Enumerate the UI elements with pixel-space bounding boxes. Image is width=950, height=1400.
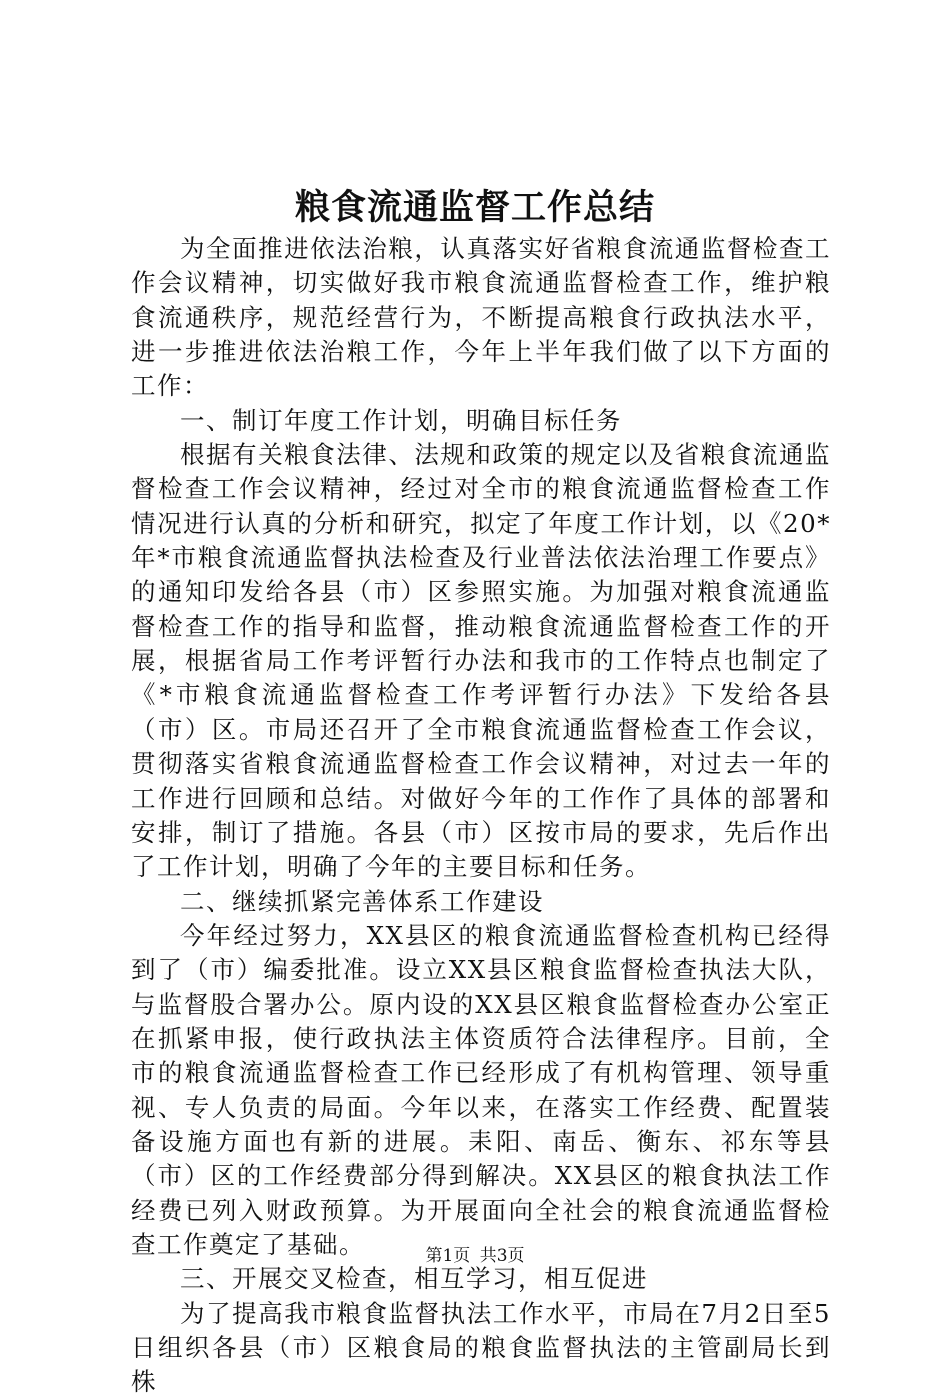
section-heading-1: 一、制订年度工作计划，明确目标任务: [180, 405, 622, 435]
section-paragraph-2: 今年经过努力，XX县区的粮食流通监督检查机构已经得到了（市）编委批准。设立XX县区粮食监督检查执法大队，与监督股合署办公。原内设的XX县区粮食监督检查办公室正在抓紧申报，使行政执法主体资质符合法律程序。目前，全市的粮食流通监督检查工作已经形成了有机构管理、领导重视、专人负责的局面。今年以来，在落实工作经费、配置装备设施方面也有新的进展。耒阳、南岳、衡东、祁东等县（市）区的工作经费部分得到解决。XX县区的粮食执法工作经费已列入财政预算。为开展面向全社会的粮食流通监督检查工作奠定了基础。: [131, 920, 831, 1259]
section-heading-3: 三、开展交叉检查，相互学习，相互促进: [180, 1264, 648, 1294]
page-total: 共3页: [479, 1246, 525, 1266]
document-title: 粮食流通监督工作总结: [294, 187, 655, 228]
page-number: 第1页: [425, 1246, 471, 1266]
page-footer: [0, 1244, 950, 1268]
section-paragraph-3: 为了提高我市粮食监督执法工作水平，市局在7月2日至5日组织各县（市）区粮食局的粮食监督执法的主管副局长到株: [131, 1298, 831, 1397]
section-paragraph-1: 根据有关粮食法律、法规和政策的规定以及省粮食流通监督检查工作会议精神，经过对全市的粮食流通监督检查工作情况进行认真的分析和研究，拟定了年度工作计划，以《20*年*市粮食流通监督执法检查及行业普法依法治理工作要点》的通知印发给各县（市）区参照实施。为加强对粮食流通监督检查工作的指导和监督，推动粮食流通监督检查工作的开展，根据省局工作考评暂行办法和我市的工作特点也制定了《*市粮食流通监督检查工作考评暂行办法》下发给各县（市）区。市局还召开了全市粮食流通监督检查工作会议，贯彻落实省粮食流通监督检查工作会议精神，对过去一年的工作进行回顾和总结。对做好今年的工作作了具体的部署和安排，制订了措施。各县（市）区按市局的要求，先后作出了工作计划，明确了今年的主要目标和任务。: [131, 440, 831, 882]
document-body: [131, 232, 831, 1400]
section-heading-2: 二、继续抓紧完善体系工作建设: [180, 886, 544, 916]
intro-paragraph: 为全面推进依法治粮，认真落实好省粮食流通监督检查工作会议精神，切实做好我市粮食流通监督检查工作，维护粮食流通秩序，规范经营行为，不断提高粮食行政执法水平，进一步推进依法治粮工作，今年上半年我们做了以下方面的工作：: [131, 234, 831, 401]
